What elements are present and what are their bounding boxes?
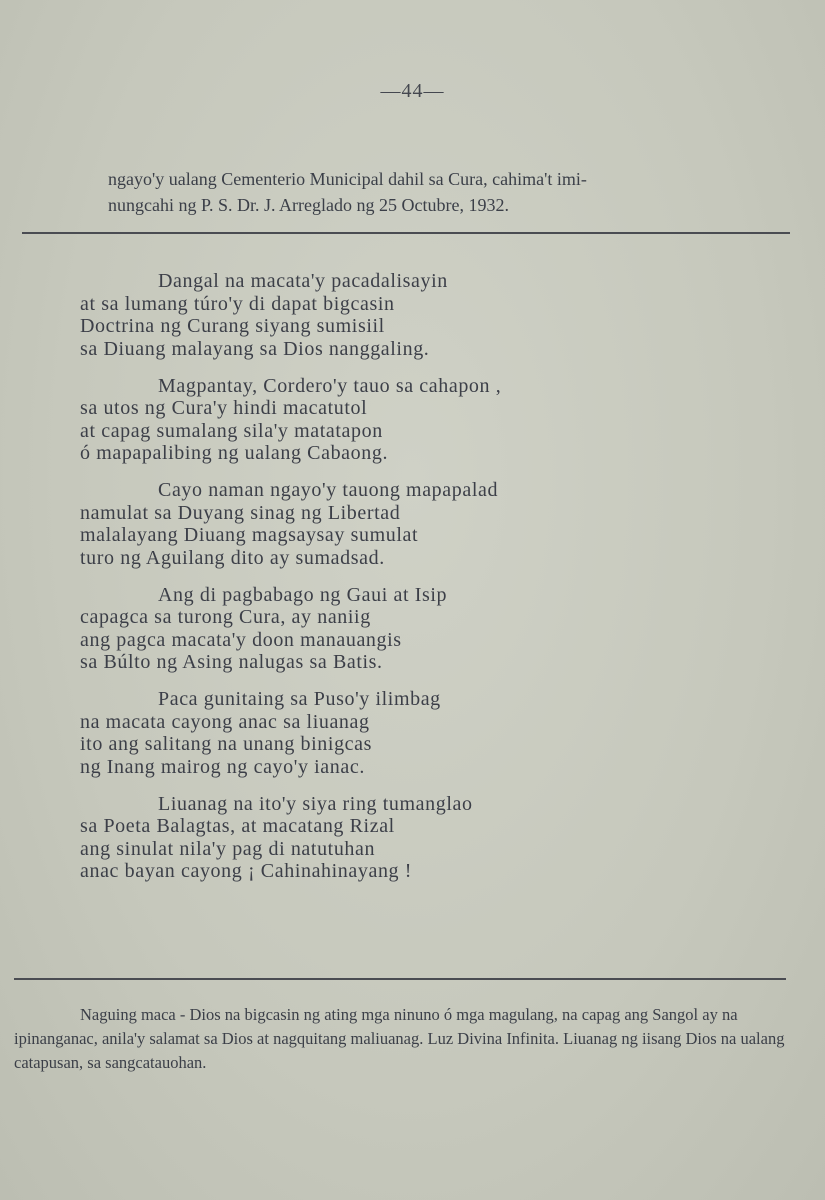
poem-line: ang sinulat nila'y pag di natutuhan (80, 837, 376, 860)
poem-line: at capag sumalang sila'y matatapon (80, 419, 383, 442)
poem-line: capagca sa turong Cura, ay naniig (80, 606, 371, 628)
poem-line: Ang di pagbabago ng Gaui at Isip (158, 583, 448, 606)
poem-line: Doctrina ng Curang siyang sumisiil (80, 315, 385, 337)
closing-paragraph (14, 1003, 789, 1075)
stanza-6 (80, 793, 720, 883)
stanza-5 (80, 688, 720, 778)
closing-text: Naguing maca - Dios na bigcasin ng ating mga ninuno ó mga magulang, na capag ang Sangol ay na ipinanganac, anila'y salamat sa Dios at nagquitang maliuanag. Luz Divina Infinita. Liuanag ng iisang Dios na ualang catapusan, sa sangcatauohan. (14, 1005, 785, 1072)
poem-line: ito ang salitang na unang binigcas (80, 733, 373, 755)
poem-line: at sa lumang túro'y di dapat bigcasin (80, 292, 395, 315)
stanza-3 (80, 479, 720, 569)
poem-line: Magpantay, Cordero'y tauo sa cahapon , (158, 374, 502, 397)
poem-line: Cayo naman ngayo'y tauong mapapalad (158, 479, 499, 501)
bottom-divider (14, 978, 786, 980)
poem-line: anac bayan cayong ¡ Cahinahinayang ! (80, 860, 413, 882)
stanza-2 (80, 375, 720, 465)
poem-line: malalayang Diuang magsaysay sumulat (80, 524, 419, 546)
stanza-4 (80, 584, 720, 674)
poem (80, 270, 720, 897)
poem-line: Dangal na macata'y pacadalisayin (158, 270, 448, 292)
page-number: —44— (380, 80, 445, 102)
poem-line: ng Inang mairog ng cayo'y ianac. (80, 755, 365, 778)
poem-line: sa utos ng Cura'y hindi macatutol (80, 397, 368, 419)
poem-line: turo ng Aguilang dito ay sumadsad. (80, 546, 385, 569)
intro-line: nungcahi ng P. S. Dr. J. Arreglado ng 25 Octubre, 1932. (108, 195, 509, 215)
poem-line: sa Poeta Balagtas, at macatang Rizal (80, 815, 395, 837)
poem-line: ó mapapalibing ng ualang Cabaong. (80, 442, 389, 464)
top-divider (22, 232, 790, 234)
poem-line: sa Búlto ng Asing nalugas sa Batis. (80, 651, 383, 673)
poem-line: Paca gunitaing sa Puso'y ilimbag (158, 688, 441, 710)
poem-line: ang pagca macata'y doon manauangis (80, 628, 402, 651)
poem-line: Liuanag na ito'y siya ring tumanglao (158, 792, 473, 815)
poem-line: na macata cayong anac sa liuanag (80, 710, 370, 733)
intro-line: ngayo'y ualang Cementerio Municipal dahil sa Cura, cahima't imi- (108, 169, 587, 189)
poem-line: namulat sa Duyang sinag ng Libertad (80, 501, 401, 524)
poem-line: sa Diuang malayang sa Dios nanggaling. (80, 337, 430, 360)
intro-paragraph (108, 166, 798, 218)
stanza-1 (80, 270, 720, 360)
